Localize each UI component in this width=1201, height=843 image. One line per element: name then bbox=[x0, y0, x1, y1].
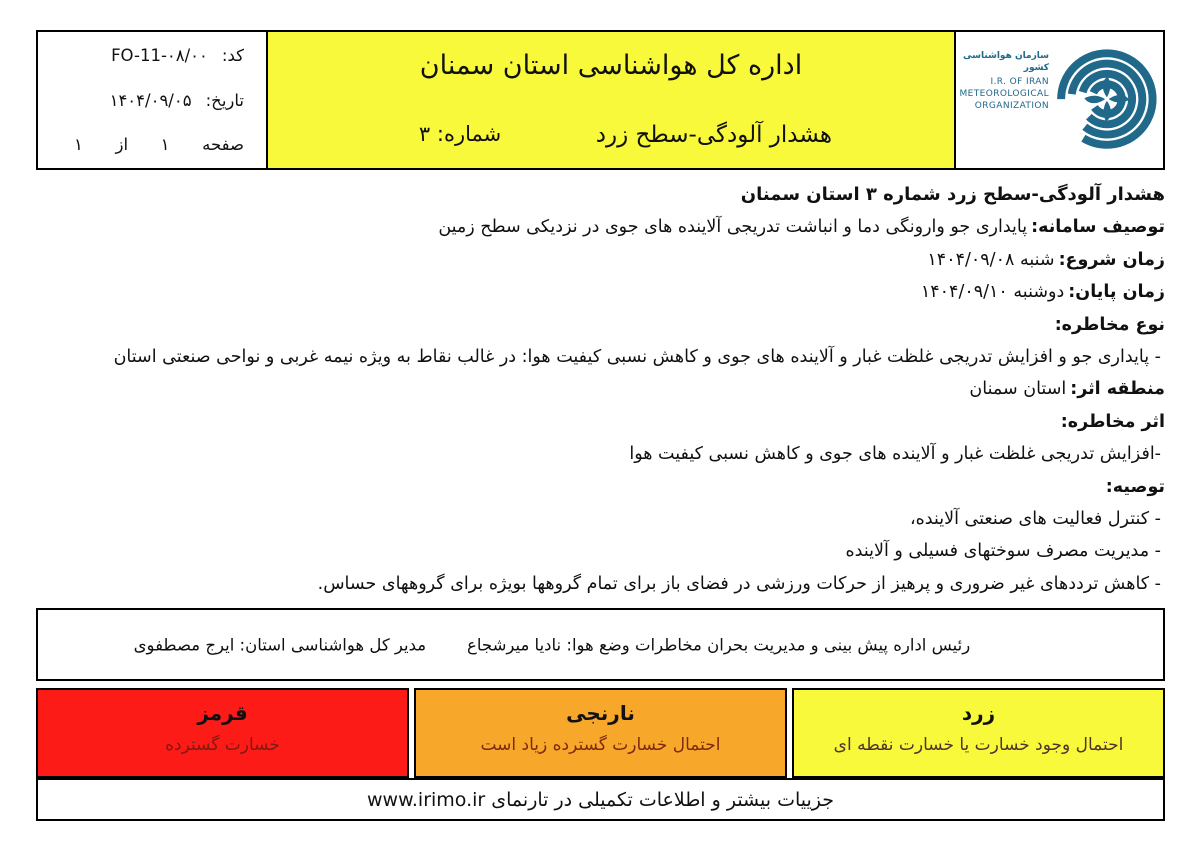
signature-director-general: مدیر کل هواشناسی استان: ایرج مصطفوی bbox=[133, 635, 427, 654]
document-body bbox=[36, 179, 1165, 600]
org-name-en-3: ORGANIZATION bbox=[974, 101, 1049, 111]
page-of-label: از bbox=[115, 135, 129, 154]
date-label: تاریخ: bbox=[205, 90, 244, 110]
yellow-banner bbox=[268, 30, 954, 170]
document-header bbox=[36, 30, 1165, 170]
page-current: ۱ bbox=[160, 135, 170, 154]
document-info-box bbox=[36, 30, 268, 170]
signature-box bbox=[36, 608, 1165, 681]
line-label: نوع مخاطره: bbox=[1054, 314, 1165, 335]
org-title: اداره کل هواشناسی استان سمنان bbox=[419, 50, 803, 81]
met-org-spiral-logo-icon bbox=[1049, 37, 1161, 163]
line-value: پایداری جو وارونگی دما و انباشت تدریجی آلاینده های جوی در نزدیکی سطح زمین bbox=[438, 217, 1028, 238]
banner-subtitle-row bbox=[268, 122, 954, 152]
body-line bbox=[36, 438, 1165, 470]
line-value: - پایداری جو و افزایش تدریجی غلظت غبار و آلاینده های جوی و کاهش نسبی کیفیت هوا: در غالب نقاط به ویژه نیمه غربی و نواحی صنعتی استان bbox=[113, 347, 1161, 368]
date-value: ۱۴۰۴/۰۹/۰۵ bbox=[109, 90, 192, 110]
legend-orange-title: نارنجی bbox=[566, 701, 635, 725]
org-name-block bbox=[959, 36, 1049, 112]
code-label: کد: bbox=[221, 46, 244, 65]
body-title: هشدار آلودگی-سطح زرد شماره ۳ استان سمنان bbox=[740, 184, 1165, 205]
legend-red-box bbox=[36, 688, 409, 778]
logo-box bbox=[954, 30, 1165, 170]
line-value: - کنترل فعالیت های صنعتی آلاینده، bbox=[909, 509, 1161, 530]
org-name-fa: سازمان هواشناسی کشور bbox=[962, 51, 1049, 73]
body-line bbox=[36, 406, 1165, 438]
line-label: توصیه: bbox=[1105, 476, 1165, 497]
warning-subtitle: هشدار آلودگی-سطح زرد bbox=[595, 122, 833, 148]
org-name-en-1: I.R. OF IRAN bbox=[990, 77, 1049, 87]
date-row bbox=[62, 91, 244, 110]
line-label: زمان شروع: bbox=[1058, 249, 1165, 270]
code-row bbox=[62, 46, 244, 65]
legend-red-title: قرمز bbox=[197, 701, 248, 725]
page-total: ۱ bbox=[74, 135, 83, 154]
legend-yellow-desc: احتمال وجود خسارت یا خسارت نقطه ای bbox=[833, 735, 1124, 755]
legend-orange-box bbox=[414, 688, 787, 778]
legend-orange-desc: احتمال خسارت گسترده زیاد است bbox=[480, 735, 721, 755]
line-label: اثر مخاطره: bbox=[1060, 411, 1165, 432]
body-line bbox=[36, 535, 1165, 567]
legend-yellow-box bbox=[792, 688, 1165, 778]
line-label: زمان پایان: bbox=[1068, 282, 1165, 303]
body-line bbox=[36, 244, 1165, 276]
code-value: FO-11-۰۸/۰۰ bbox=[111, 46, 208, 65]
line-value: - مدیریت مصرف سوختهای فسیلی و آلاینده bbox=[845, 541, 1161, 562]
signature-forecast-chief: رئیس اداره پیش بینی و مدیریت بحران مخاطرات وضع هوا: نادیا میرشجاع bbox=[467, 635, 971, 654]
body-line bbox=[36, 471, 1165, 503]
body-line bbox=[36, 341, 1165, 373]
line-value: دوشنبه ۱۴۰۴/۰۹/۱۰ bbox=[920, 282, 1065, 303]
body-line bbox=[36, 276, 1165, 308]
severity-legend bbox=[36, 688, 1165, 778]
body-line bbox=[36, 373, 1165, 405]
page-label: صفحه bbox=[202, 135, 244, 154]
body-line bbox=[36, 211, 1165, 243]
body-line bbox=[36, 503, 1165, 535]
org-name-en-2: METEOROLOGICAL bbox=[959, 89, 1049, 99]
line-label: توصیف سامانه: bbox=[1031, 217, 1165, 238]
legend-yellow-title: زرد bbox=[961, 701, 996, 725]
warning-number: شماره: ۳ bbox=[418, 122, 502, 146]
line-value: -افزایش تدریجی غلظت غبار و آلاینده های جوی و کاهش نسبی کیفیت هوا bbox=[629, 444, 1161, 465]
page-row bbox=[74, 135, 244, 154]
footer-website-text: جزییات بیشتر و اطلاعات تکمیلی در تارنمای www.irimo.ir bbox=[367, 788, 834, 811]
footer-box bbox=[36, 778, 1165, 821]
line-value: شنبه ۱۴۰۴/۰۹/۰۸ bbox=[927, 249, 1055, 270]
line-value: استان سمنان bbox=[969, 379, 1067, 400]
line-value: - کاهش ترددهای غیر ضروری و پرهیز از حرکات ورزشی در فضای باز برای تمام گروهها بویژه برای گروههای حساس. bbox=[317, 573, 1161, 594]
body-line bbox=[36, 309, 1165, 341]
line-label: منطقه اثر: bbox=[1070, 379, 1165, 400]
legend-red-desc: خسارت گسترده bbox=[165, 735, 280, 755]
body-line bbox=[36, 568, 1165, 600]
